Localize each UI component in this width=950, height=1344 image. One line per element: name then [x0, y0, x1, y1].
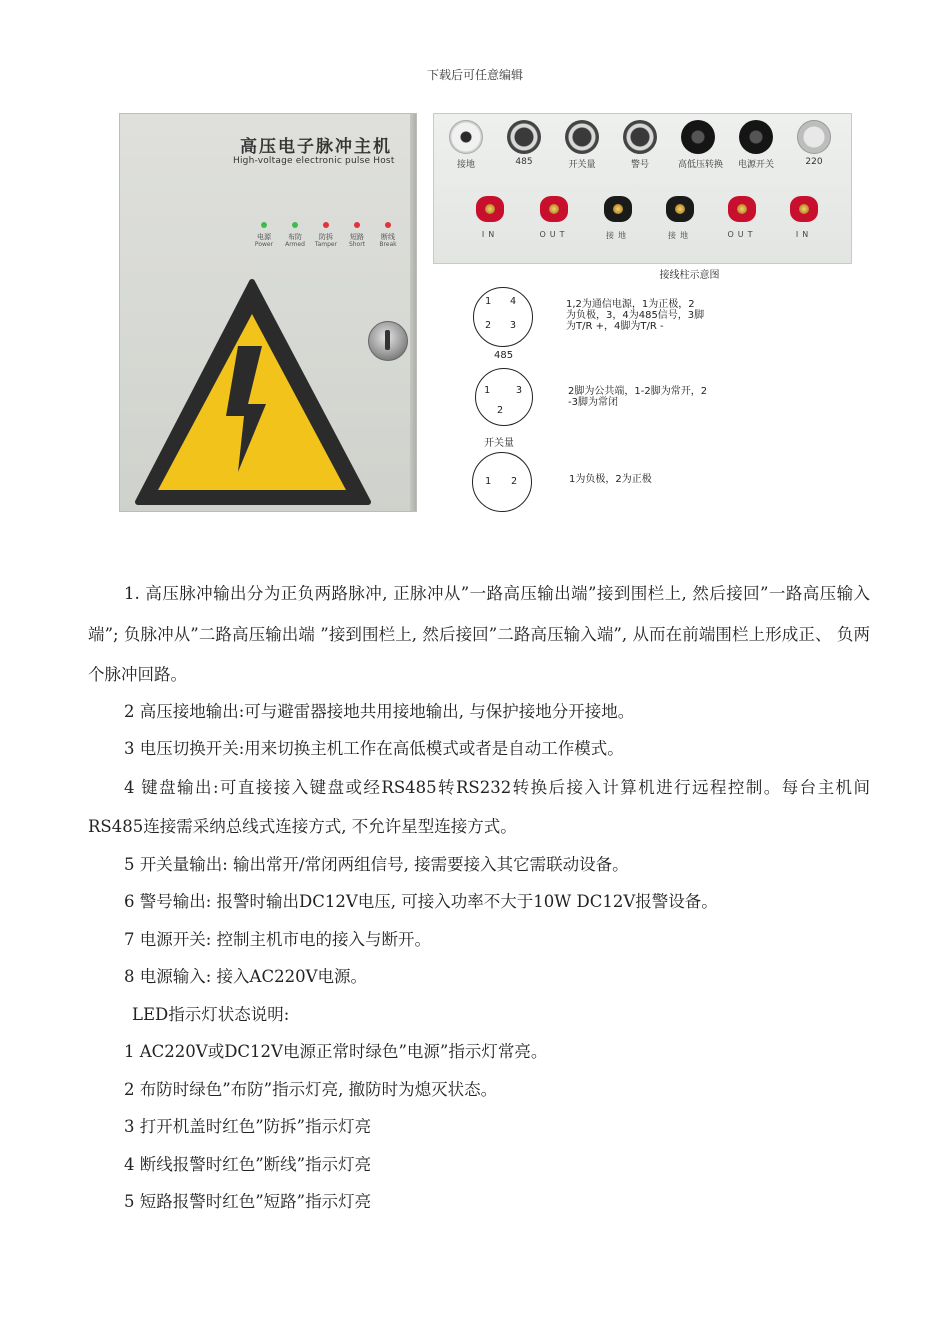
led-dot-icon: [323, 222, 329, 228]
device-photo: [119, 113, 417, 512]
post-out-2: OUT: [722, 196, 762, 239]
led-item: 4 断线报警时红色”断线”指示灯亮: [124, 1154, 372, 1174]
led-dot-icon: [354, 222, 360, 228]
pin-label: 2: [485, 320, 492, 331]
led-row: [248, 222, 398, 262]
paragraph: 2 高压接地输出:可与避雷器接地共用接地输出, 与保护接地分开接地。: [124, 701, 635, 721]
post-ground-2: 接地: [660, 196, 700, 241]
led-power: 电源 Power: [248, 222, 280, 248]
pin-label: 2: [511, 476, 518, 487]
pin-diagram-switch: [475, 368, 533, 426]
led-item: 3 打开机盖时红色”防拆”指示灯亮: [124, 1117, 372, 1136]
pin-diagram-caption: 开关量: [484, 438, 514, 449]
pin-label: 1: [484, 385, 491, 396]
led-short: 短路 Short: [341, 222, 373, 248]
binding-post-icon: [604, 196, 632, 222]
led-item: 5 短路报警时红色”短路”指示灯亮: [124, 1192, 372, 1211]
connector-485: 485: [504, 120, 544, 167]
rocker-switch-icon: [739, 120, 773, 154]
post-out-1: OUT: [534, 196, 574, 239]
device-side-edge: [410, 114, 416, 511]
pin-label: 4: [510, 296, 517, 307]
rocker-switch-icon: [681, 120, 715, 154]
pin-description: 1,2为通信电源，1为正极，2 为负极，3，4为485信号，3脚 为T/R +，4脚为T/R -: [566, 299, 705, 332]
pin-description: 2脚为公共端，1-2脚为常开，2 -3脚为常闭: [568, 386, 708, 408]
pin-diagram-caption: 485: [494, 350, 514, 361]
connector-hv-switch: 高低压转换: [678, 120, 718, 170]
pin-label: 1: [485, 476, 492, 487]
document-body: [88, 574, 870, 1221]
key-lock-icon: [368, 321, 408, 361]
binding-post-icon: [790, 196, 818, 222]
binding-post-icon: [476, 196, 504, 222]
ground-connector-icon: [449, 120, 483, 154]
aviation-plug-icon: [507, 120, 541, 154]
led-dot-icon: [385, 222, 391, 228]
led-dot-icon: [292, 222, 298, 228]
connector-power-switch: 电源开关: [736, 120, 776, 170]
led-item: 1 AC220V或DC12V电源正常时绿色”电源”指示灯常亮。: [124, 1042, 548, 1061]
connector-alarm: 警号: [620, 120, 660, 170]
paragraph: 6 警号输出: 报警时输出DC12V电压, 可接入功率不大于10W DC12V报警设备。: [124, 892, 718, 911]
led-break: 断线 Break: [372, 222, 404, 248]
led-tamper: 防拆 Tamper: [310, 222, 342, 248]
pin-description: 1为负极，2为正极: [569, 474, 652, 485]
led-item: 2 布防时绿色”布防”指示灯亮, 撤防时为熄灭状态。: [124, 1079, 498, 1099]
terminal-panel-photo: [433, 113, 852, 264]
binding-post-icon: [540, 196, 568, 222]
pin-label: 3: [510, 320, 517, 331]
connector-220: 220: [794, 120, 834, 167]
pin-diagram-alarm: [472, 452, 532, 512]
device-title: 高压电子脉冲主机: [240, 137, 392, 157]
paragraph: 5 开关量输出: 输出常开/常闭两组信号, 接需要接入其它需联动设备。: [124, 854, 629, 874]
led-armed: 布防 Armed: [279, 222, 311, 248]
connector-ground: 接地: [446, 120, 486, 170]
pin-diagram-485: [473, 287, 533, 347]
led-dot-icon: [261, 222, 267, 228]
paragraph: 3 电压切换开关:用来切换主机工作在高低模式或者是自动工作模式。: [124, 739, 624, 758]
connector-switch: 开关量: [562, 120, 602, 170]
power-cable-icon: [797, 120, 831, 154]
pin-label: 2: [497, 405, 504, 416]
pin-label: 3: [516, 385, 523, 396]
post-ground-1: 接地: [598, 196, 638, 241]
paragraph: 4 键盘输出:可直接接入键盘或经RS485转RS232转换后接入计算机进行远程控制。每台主机间RS485连接需采纳总线式连接方式, 不允许星型连接方式。: [88, 777, 870, 836]
aviation-plug-icon: [623, 120, 657, 154]
post-in-2: IN: [784, 196, 824, 239]
aviation-plug-icon: [565, 120, 599, 154]
device-subtitle: High-voltage electronic pulse Host: [233, 156, 395, 166]
binding-post-icon: [666, 196, 694, 222]
paragraph: 8 电源输入: 接入AC220V电源。: [124, 967, 367, 986]
page-header: 下载后可任意编辑: [426, 68, 523, 82]
led-section-title: LED指示灯状态说明:: [132, 1004, 290, 1024]
pin-label: 1: [485, 296, 492, 307]
diagram-caption: 接线柱示意图: [659, 270, 720, 281]
binding-post-icon: [728, 196, 756, 222]
high-voltage-warning-icon: [134, 276, 374, 508]
paragraph: 1. 高压脉冲输出分为正负两路脉冲, 正脉冲从”一路高压输出端”接到围栏上, 然后接回”一路高压输入端”; 负脉冲从”二路高压输出端 ”接到围栏上, 然后接回”二路高压输入端”, 从而在前端围栏上形成正、 负两个脉冲回路。: [88, 584, 870, 684]
paragraph: 7 电源开关: 控制主机市电的接入与断开。: [124, 929, 432, 949]
post-in-1: IN: [470, 196, 510, 239]
